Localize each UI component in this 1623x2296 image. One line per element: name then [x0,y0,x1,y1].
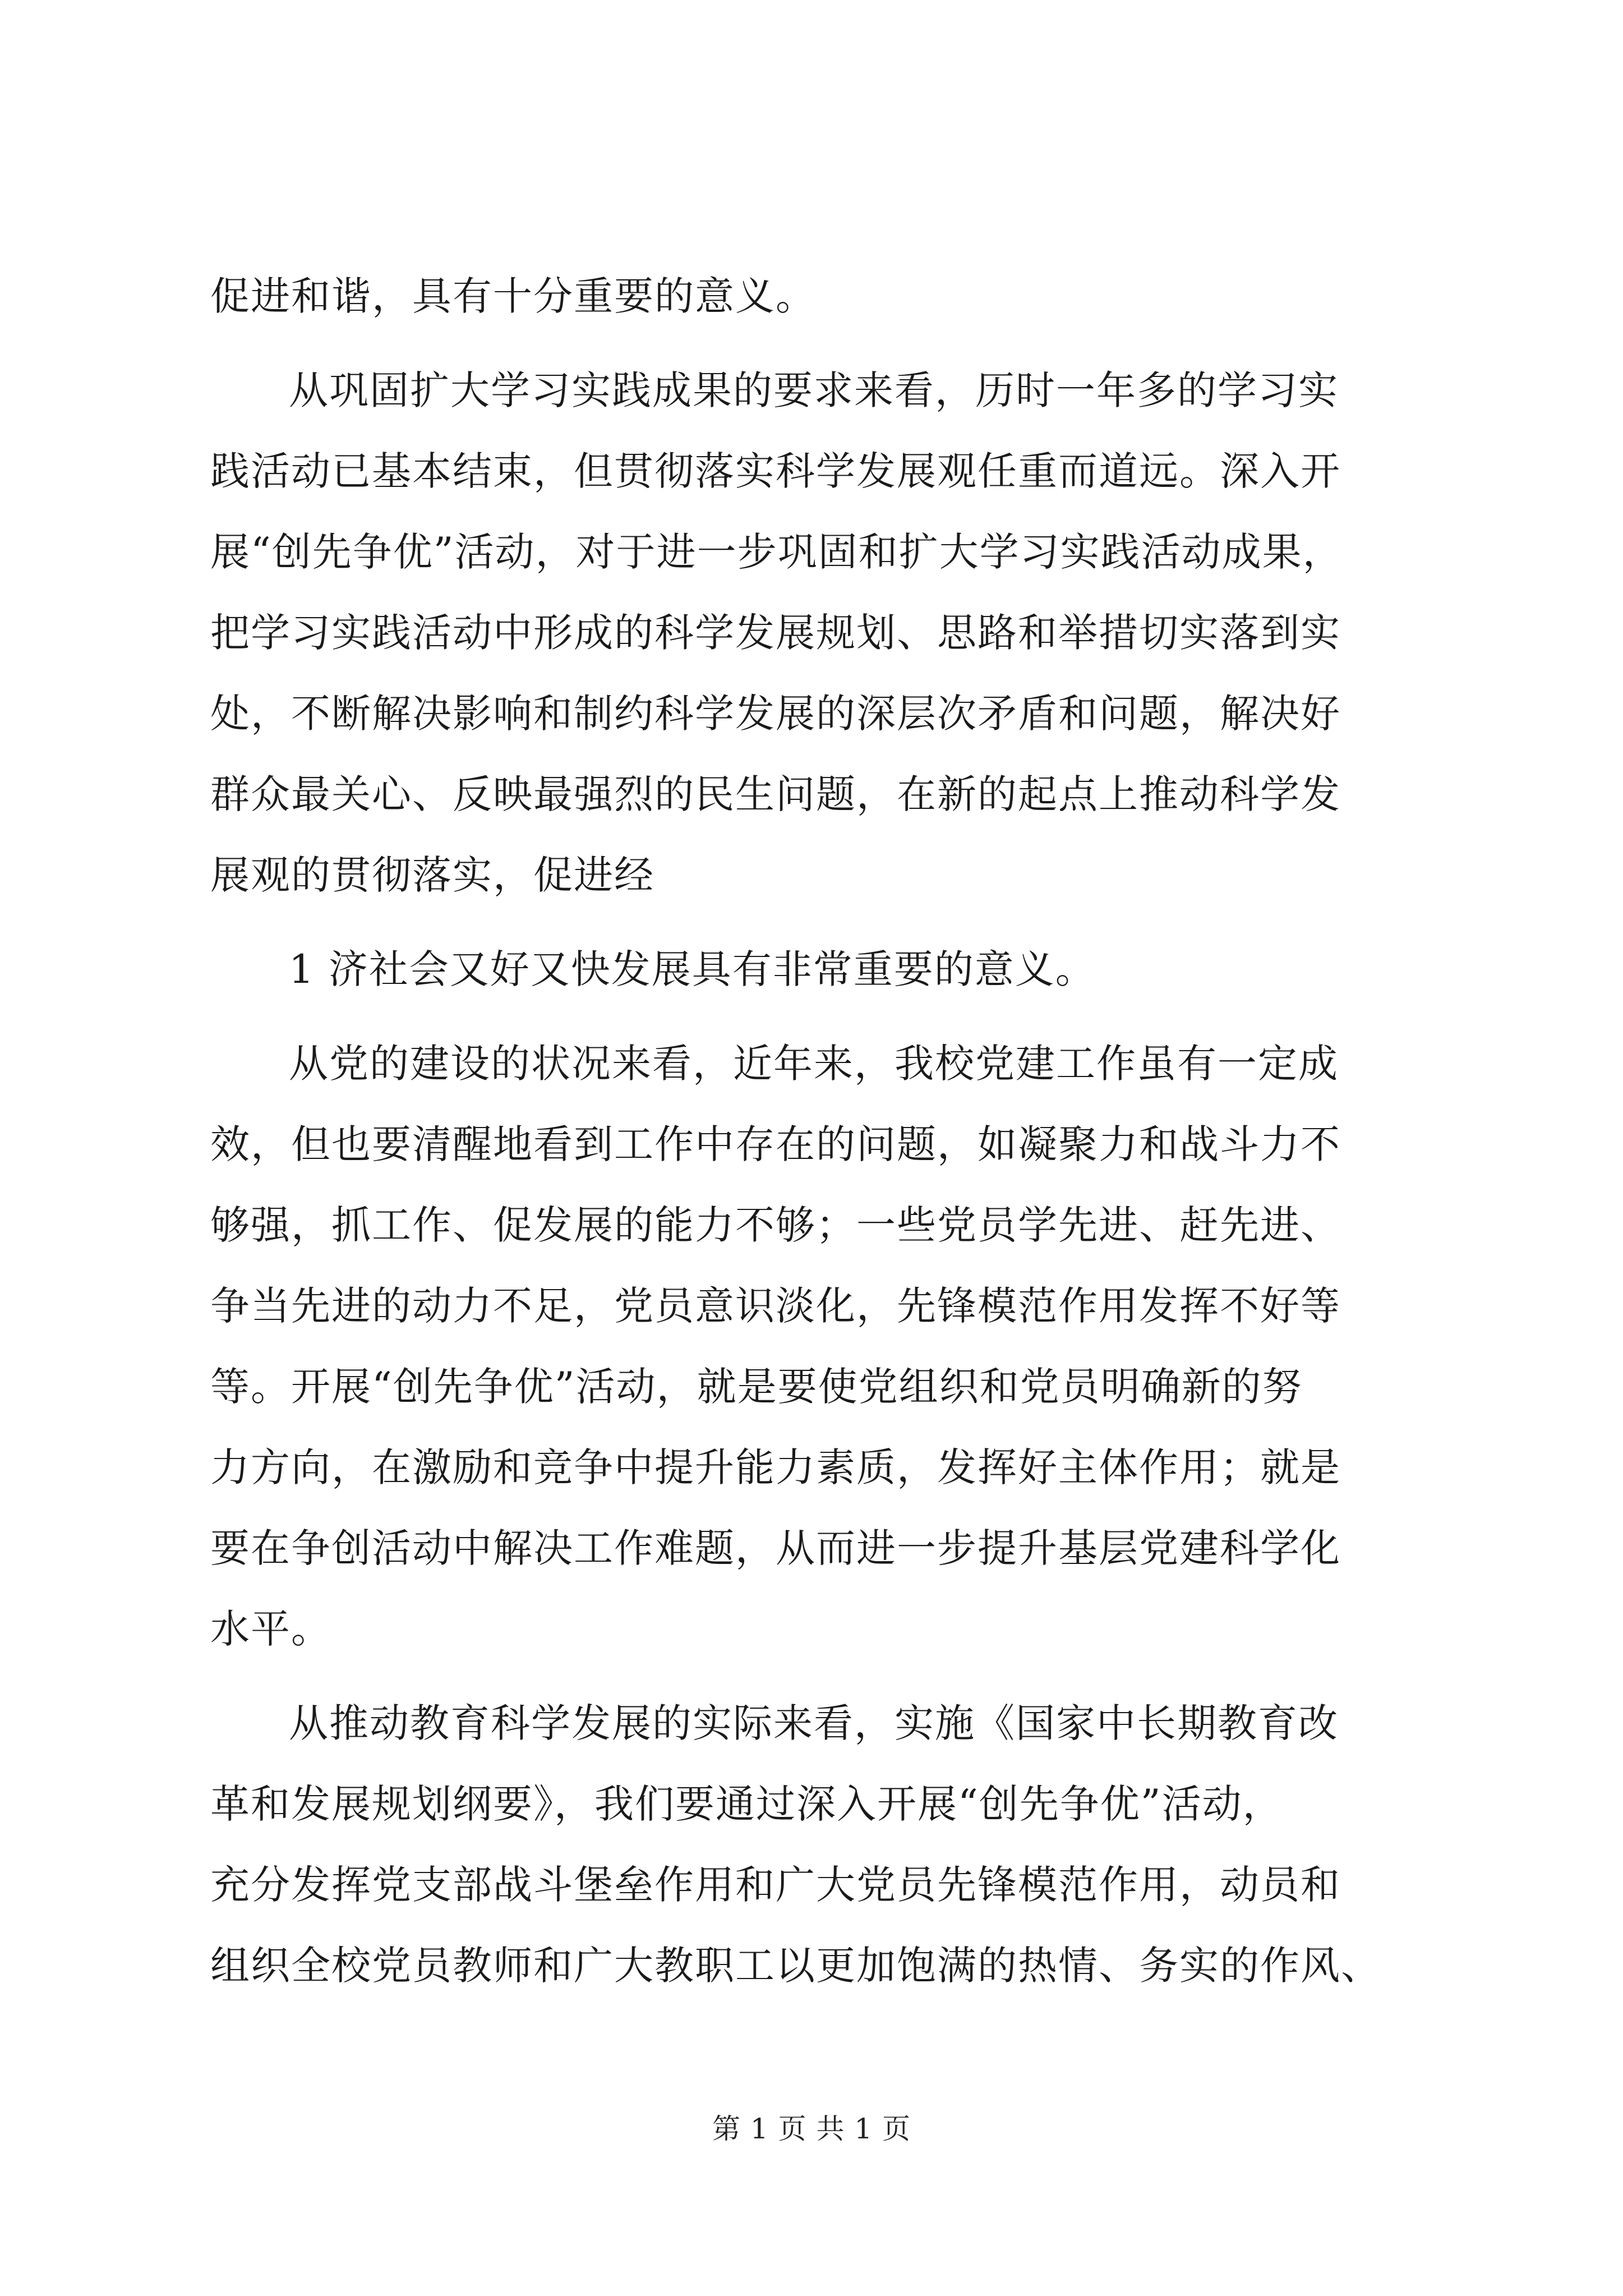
text-line: 等。开展“创先争优”活动，就是要使党组织和党员明确新的努 [210,1364,1303,1410]
text-line: 促进和谐，具有十分重要的意义。 [210,273,816,319]
text-line: 组织全校党员教师和广大教职工以更加饱满的热情、务实的作风、 [210,1943,1381,1989]
text-line: 从党的建设的状况来看，近年来，我校党建工作虽有一定成 [289,1041,1339,1087]
text-line: 践活动已基本结束，但贯彻落实科学发展观任重而道远。深入开 [210,448,1341,494]
text-line: 展观的贯彻落实，促进经 [210,852,654,898]
text-line: 从巩固扩大学习实践成果的要求来看，历时一年多的学习实 [289,367,1339,413]
page-footer: 第 1 页 共 1 页 [712,2113,911,2145]
text-line: 展“创先争优”活动，对于进一步巩固和扩大学习实践活动成果， [210,529,1343,575]
text-line: 水平。 [210,1606,331,1652]
text-line: 够强，抓工作、促发展的能力不够；一些党员学先进、赶先进、 [210,1202,1341,1248]
text-line: 要在争创活动中解决工作难题，从而进一步提升基层党建科学化 [210,1525,1341,1571]
text-line: 处，不断解决影响和制约科学发展的深层次矛盾和问题，解决好 [210,691,1341,737]
document-body [210,263,1438,2013]
text-line: 效，但也要清醒地看到工作中存在的问题，如凝聚力和战斗力不 [210,1121,1341,1167]
text-line: 把学习实践活动中形成的科学发展规划、思路和举措切实落到实 [210,610,1341,656]
text-line: 革和发展规划纲要》，我们要通过深入开展“创先争优”活动， [210,1781,1283,1827]
text-line: 争当先进的动力不足，党员意识淡化，先锋模范作用发挥不好等 [210,1283,1341,1329]
text-line: 群众最关心、反映最强烈的民生问题，在新的起点上推动科学发 [210,771,1341,817]
text-line: 力方向，在激励和竞争中提升能力素质，发挥好主体作用；就是 [210,1444,1341,1490]
text-line: 充分发挥党支部战斗堡垒作用和广大党员先锋模范作用，动员和 [210,1862,1341,1908]
text-line: 1 济社会又好又快发展具有非常重要的意义。 [289,946,1096,992]
text-line: 从推动教育科学发展的实际来看，实施《国家中长期教育改 [289,1700,1339,1746]
